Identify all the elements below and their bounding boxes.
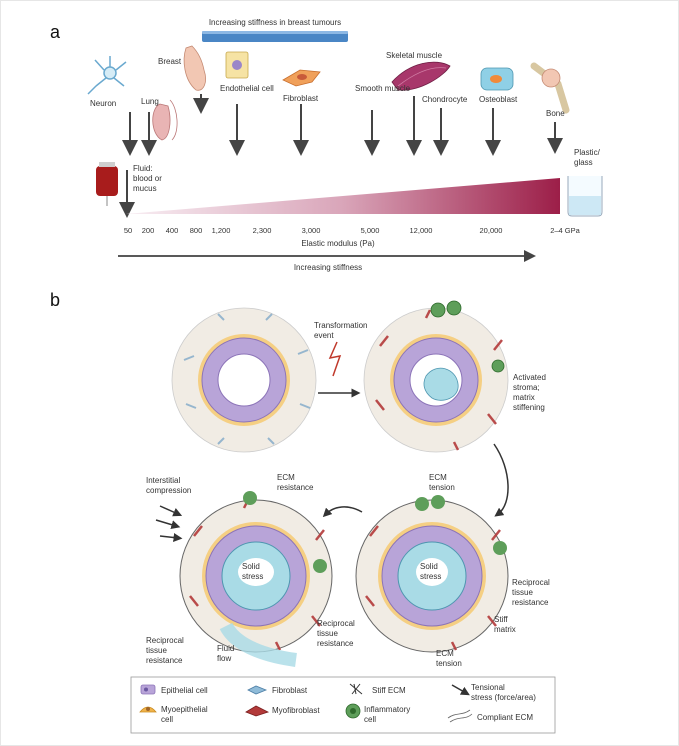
epithelial-cell-icon [141,685,155,694]
panel-b-label: b [50,290,61,310]
tissue-label-skeletal: Skeletal muscle [386,51,443,60]
tick-label: 1,200 [211,226,231,235]
legend-label: Stiff ECM [372,686,406,695]
label-ecm-tension-bottom: ECM tension [436,649,462,668]
label-activated-stroma: Activated stroma; matrix stiffening [513,373,546,412]
top-bar-label: Increasing stiffness in breast tumours [208,18,342,27]
tick-label: 5,000 [360,226,380,235]
lightning-icon [330,342,340,376]
tick-label: 2,300 [252,226,272,235]
fibroblast-cell-icon [283,70,320,86]
label-interstitial-compression: Interstitial compression [146,476,192,495]
label-reciprocal-middle: Reciprocal tissue resistance [317,619,355,648]
breast-icon [184,46,205,90]
label-fluid-flow: Fluid flow [217,644,235,663]
tissue-label-chondrocyte: Chondrocyte [422,95,468,104]
beaker-icon [568,176,602,216]
tissue-label-osteoblast: Osteoblast [479,95,518,104]
tick-label: 12,000 [409,226,433,235]
panel-a-label: a [50,22,61,42]
axis-label: Elastic modulus (Pa) [301,239,375,248]
tissue-label-breast: Breast [158,57,182,66]
tick-label: 400 [165,226,179,235]
plastic-label: Plastic/ glass [574,148,600,167]
legend-label: Compliant ECM [477,713,534,722]
legend-label-inflammatory: Inflammatory cell [364,705,411,724]
label-ecm-tension-top: ECM tension [429,473,455,492]
label-transformation-event: Transformation event [314,321,368,340]
tick-label: 20,000 [479,226,503,235]
elastic-modulus-ticks [124,226,581,235]
tissue-label-neuron: Neuron [90,99,117,108]
transition-arrow-2 [494,444,508,514]
bottom-label: Increasing stiffness [293,263,363,272]
legend-label: Fibroblast [272,686,308,695]
legend-label: Epithelial cell [161,686,208,695]
fluid-label: Fluid: blood or mucus [133,164,162,193]
label-solid-stress-left: Solid stress [242,562,264,581]
label-reciprocal-left: Reciprocal tissue resistance [146,636,184,665]
endothelial-cell-icon [226,52,248,78]
tissue-label-fibroblast: Fibroblast [283,94,319,103]
neuron-icon [88,56,126,94]
tissue-label-smooth: Smooth muscle [355,84,411,93]
normal-duct [172,308,316,452]
label-stiff-matrix: Stiff matrix [494,615,516,634]
inflammatory-cell-icon [346,704,360,718]
activated-duct [364,301,508,452]
blood-bag-icon [96,162,118,206]
breast-tumour-stiffness-bar [202,18,348,42]
legend-label: Myofibroblast [272,706,320,715]
tick-label: 800 [189,226,203,235]
tissue-label-bone: Bone [546,109,565,118]
tick-label: 200 [141,226,155,235]
label-reciprocal-right: Reciprocal tissue resistance [512,578,550,607]
tick-label: 3,000 [301,226,321,235]
legend-label-myoepithelial: Myoepithelial cell [161,705,208,724]
bone-icon [534,66,566,110]
tissue-label-endothelial: Endothelial cell [220,84,274,93]
tick-label: 2–4 GPa [550,226,580,235]
compression-arrows [156,506,178,538]
label-solid-stress-right: Solid stress [420,562,442,581]
osteoblast-icon [481,68,513,90]
label-ecm-resistance: ECM resistance [277,473,314,492]
lung-icon [153,100,177,140]
transition-arrow-3 [326,507,362,514]
stiffness-gradient-wedge [126,178,560,214]
tissue-label-lung: Lung [141,97,159,106]
legend-label-tensional: Tensional stress (force/area) [471,683,536,702]
tick-label: 50 [123,226,133,235]
